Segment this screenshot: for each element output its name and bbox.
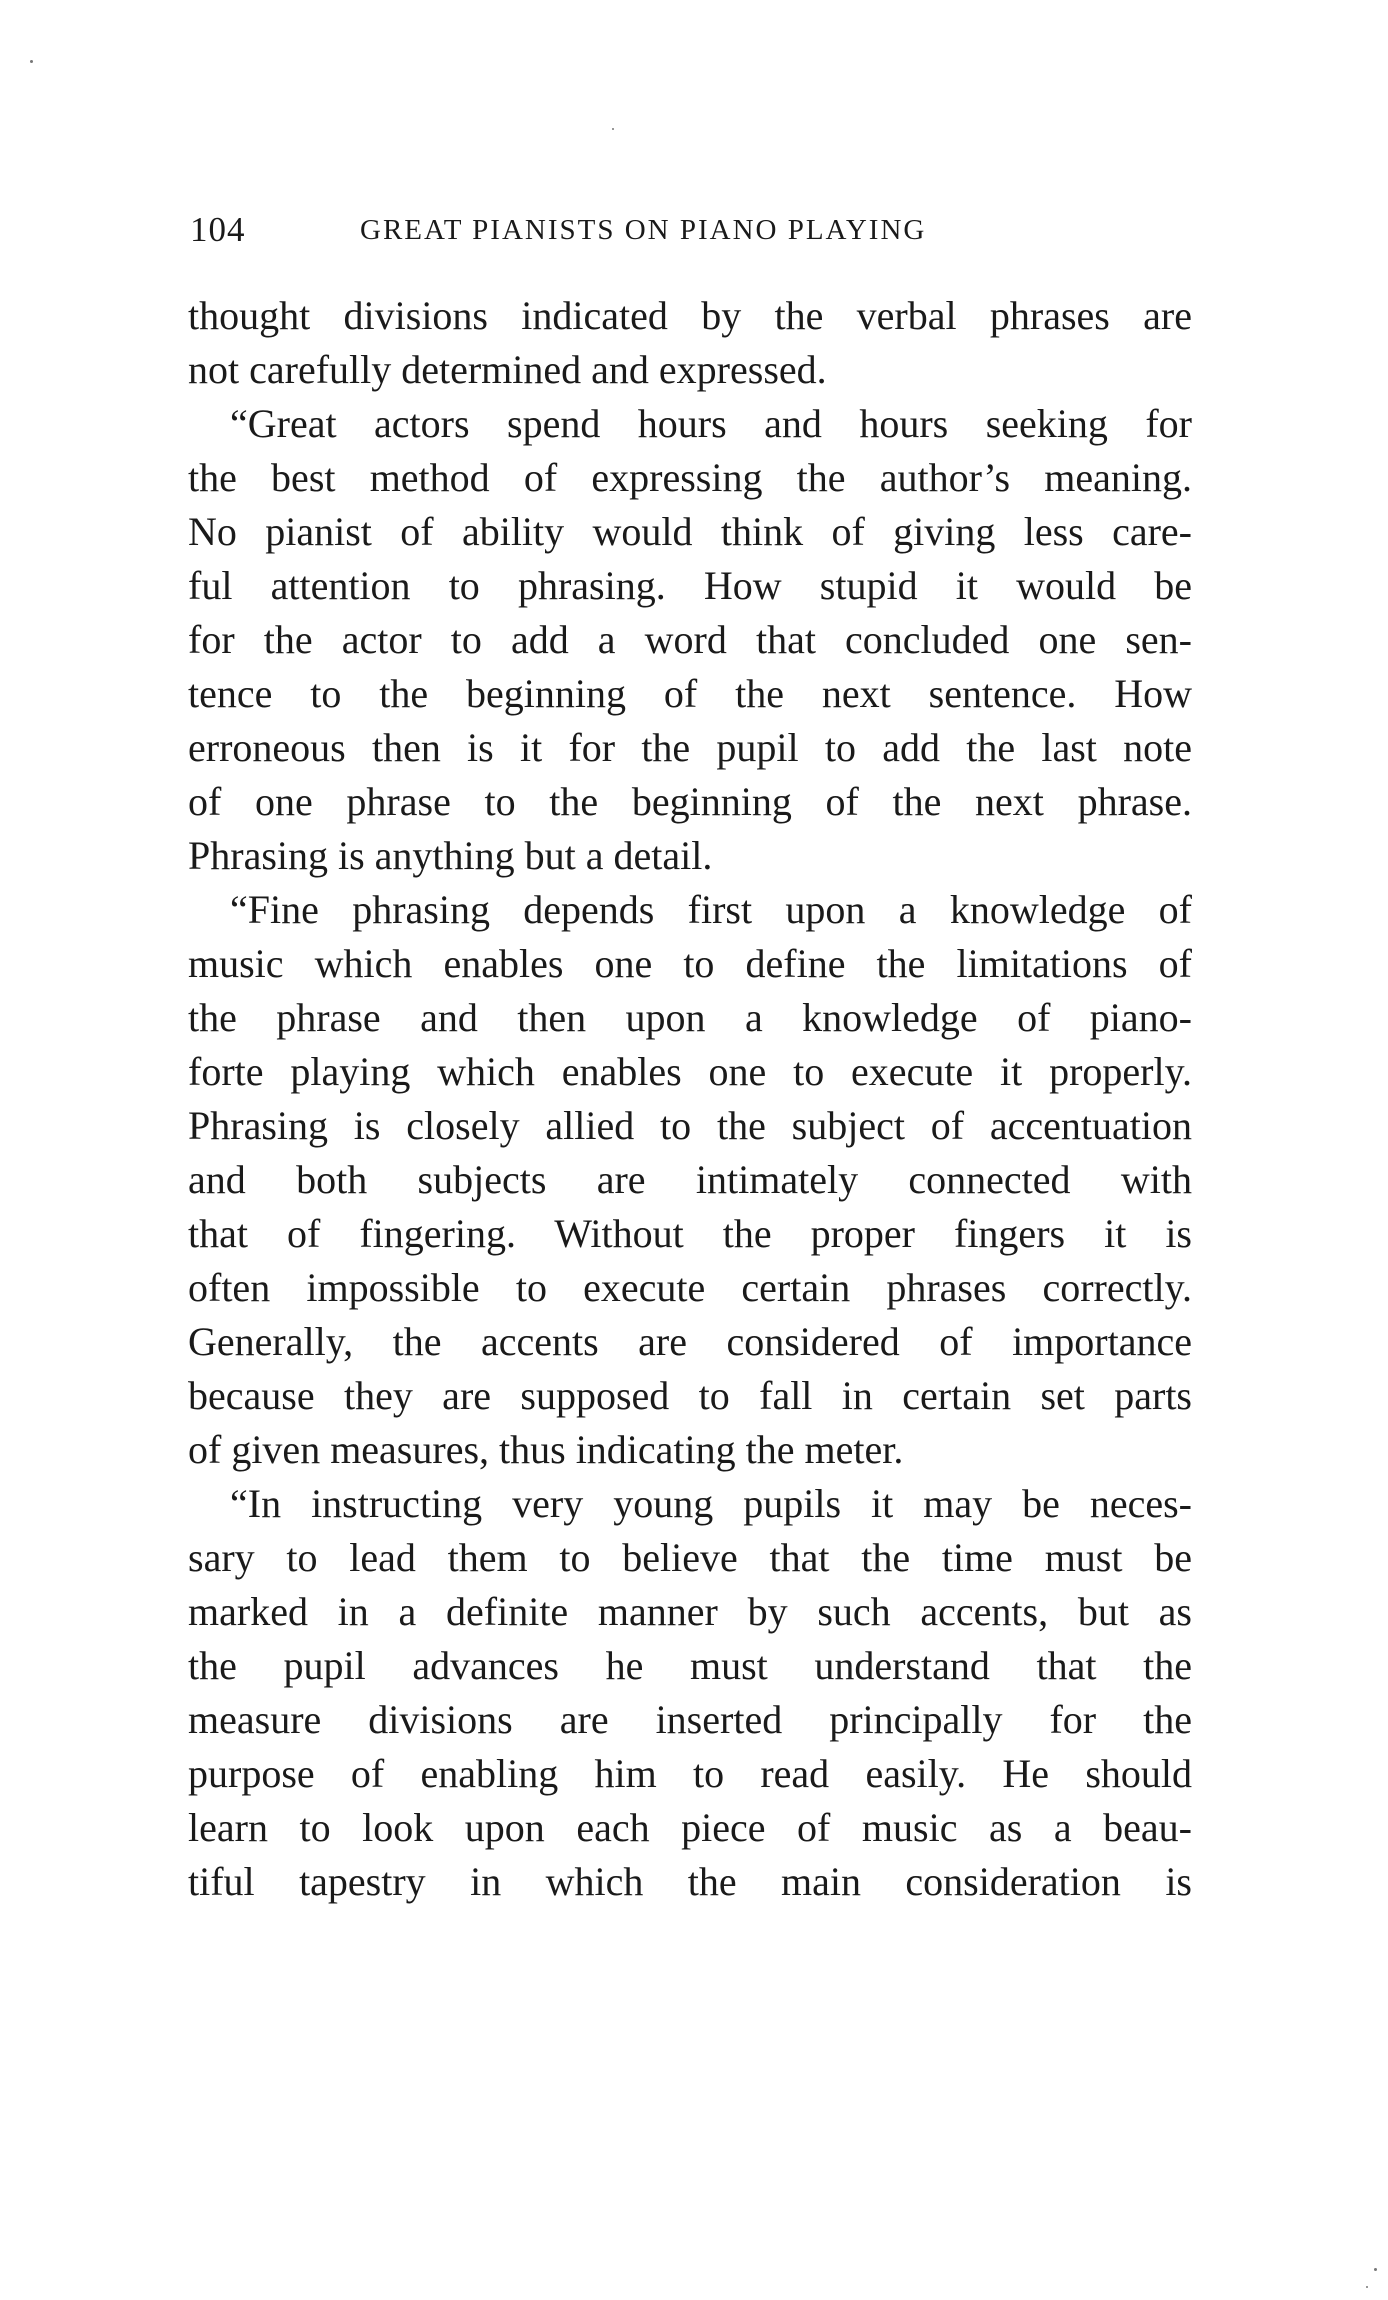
text-line: the phrase and then upon a knowledge of piano- [188, 995, 1192, 1040]
text-line: Phrasing is anything but a detail. [188, 833, 713, 878]
text-line: of one phrase to the beginning of the next phrase. [188, 779, 1192, 824]
text-line: thought divisions indicated by the verbal phrases are [188, 293, 1192, 338]
running-title: GREAT PIANISTS ON PIANO PLAYING [360, 214, 927, 246]
text-line: of given measures, thus indicating the meter. [188, 1427, 904, 1472]
text-line: sary to lead them to believe that the time must be [188, 1535, 1192, 1580]
text-line: Phrasing is closely allied to the subject of accentuation [188, 1103, 1192, 1148]
body-text [188, 289, 1192, 1909]
text-line: music which enables one to define the limitations of [188, 941, 1192, 986]
text-line: ful attention to phrasing. How stupid it would be [188, 563, 1192, 608]
text-line: “Great actors spend hours and hours seeking for [230, 401, 1192, 446]
text-line: for the actor to add a word that concluded one sen- [188, 617, 1192, 662]
page-header [190, 205, 1200, 255]
page-number: 104 [190, 210, 246, 249]
text-line: purpose of enabling him to read easily. He should [188, 1751, 1192, 1796]
text-line: Generally, the accents are considered of importance [188, 1319, 1192, 1364]
text-line: learn to look upon each piece of music as a beau- [188, 1805, 1192, 1850]
scan-speck [30, 60, 33, 63]
text-line: erroneous then is it for the pupil to add the last note [188, 725, 1192, 770]
text-line: tiful tapestry in which the main consideration is [188, 1859, 1192, 1904]
text-line: tence to the beginning of the next sentence. How [188, 671, 1192, 716]
scan-speck [1374, 2268, 1377, 2271]
text-line: and both subjects are intimately connected with [188, 1157, 1192, 1202]
text-line: forte playing which enables one to execute it properly. [188, 1049, 1192, 1094]
scan-speck [612, 128, 614, 130]
text-line: the best method of expressing the author’s meaning. [188, 455, 1192, 500]
text-line: “In instructing very young pupils it may be neces- [230, 1481, 1192, 1526]
text-line: that of fingering. Without the proper fingers it is [188, 1211, 1192, 1256]
text-line: not carefully determined and expressed. [188, 347, 827, 392]
text-line: the pupil advances he must understand that the [188, 1643, 1192, 1688]
text-line: often impossible to execute certain phrases correctly. [188, 1265, 1192, 1310]
text-line: marked in a definite manner by such accents, but as [188, 1589, 1192, 1634]
text-line: No pianist of ability would think of giving less care- [188, 509, 1192, 554]
scan-speck [1366, 2286, 1368, 2288]
text-line: because they are supposed to fall in certain set parts [188, 1373, 1192, 1418]
text-line: measure divisions are inserted principally for the [188, 1697, 1192, 1742]
text-line: “Fine phrasing depends first upon a knowledge of [230, 887, 1192, 932]
